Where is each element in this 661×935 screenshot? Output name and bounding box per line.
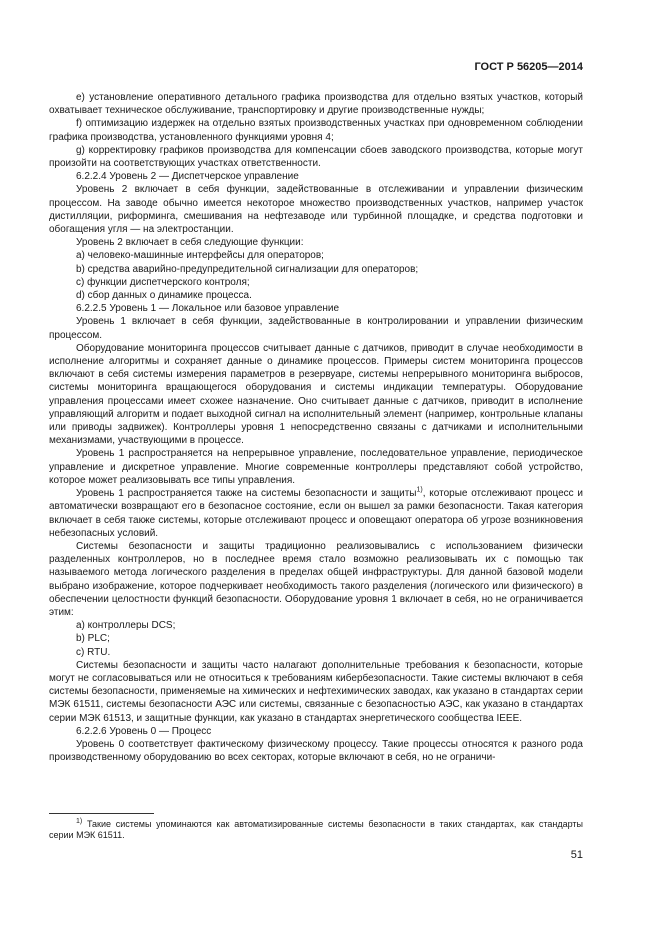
page-number: 51 bbox=[570, 849, 583, 861]
paragraph: Уровень 1 распространяется на непрерывное управление, последовательное управление, периодическое управление и дискретное управление. Многие современные контроллеры представляют собой устройство, которое может реализовывать все типы управления. bbox=[49, 448, 583, 486]
paragraph bbox=[49, 487, 583, 540]
footnote-divider bbox=[49, 813, 154, 814]
list-item-g: g) корректировку графиков производства для компенсации сбоев заводского производства, которые могут произойти на соответствующих участках ответственности. bbox=[49, 144, 583, 170]
paragraph: Системы безопасности и защиты традиционно реализовывались с использованием физически разделенных контроллеров, но в последнее время стало возможно реализовывать их с помощью так называемого метода логического разделения в пределах общей инфраструктуры. Для данной базовой модели выбрано изображение, которое подчеркивает необходимость такого разделения (логического или физического) в обеспечении целостности функций безопасности. Оборудование уровня 1 включает в себя, но не ограничивается этим: bbox=[49, 540, 583, 618]
footnote-mark: 1) bbox=[76, 818, 83, 825]
list-item-d: d) сбор данных о динамике процесса. bbox=[76, 290, 252, 302]
list-item-e: e) установление оперативного детального графика производства для отдельно взятых участков, который охватывает техническое обслуживание, транспортировку и другие производственные нужды; bbox=[49, 92, 583, 117]
list-item-a: a) человеко-машинные интерфейсы для операторов; bbox=[76, 250, 324, 262]
section-heading-6-2-2-4: 6.2.2.4 Уровень 2 — Диспетчерское управление bbox=[76, 171, 299, 183]
document-id-header: ГОСТ Р 56205—2014 bbox=[474, 61, 583, 73]
footnote bbox=[49, 819, 583, 841]
paragraph-text: Уровень 1 распространяется также на системы безопасности и защиты bbox=[76, 488, 417, 500]
paragraph-text: , которые отслеживают процесс и автоматически возвращают его в безопасное состояние, если он вышел за рамки безопасности. Такая категория включает в себя также системы, которые отслеживают процесс и оповещают оператора об угрозе возникновения небезопасных условий. bbox=[49, 488, 583, 539]
list-item-b: b) средства аварийно-предупредительной сигнализации для операторов; bbox=[76, 263, 419, 275]
main-text bbox=[49, 91, 583, 764]
section-heading-6-2-2-5: 6.2.2.5 Уровень 1 — Локальное или базовое управление bbox=[76, 303, 340, 315]
section-heading-6-2-2-6: 6.2.2.6 Уровень 0 — Процесс bbox=[76, 725, 212, 737]
paragraph: Уровень 2 включает в себя функции, задействованные в отслеживании и управлении физическим процессом. На заводе обычно имеется некоторое множество производственных участков, например участок дистилляции, риформинга, смешивания на нефтезаводе или турбинной площадке, и средства подготовки и обогащения угля — на электростанции. bbox=[49, 184, 583, 236]
list-item-b: b) PLC; bbox=[76, 633, 110, 645]
list-item-a: a) контроллеры DCS; bbox=[76, 620, 176, 632]
footnote-reference: 1) bbox=[416, 486, 423, 494]
list-item-f: f) оптимизацию издержек на отдельно взятых производственных участках при одновременном соблюдении графика производства, установленного функциями уровня 4; bbox=[49, 118, 583, 143]
paragraph: Системы безопасности и защиты часто налагают дополнительные требования к безопасности, которые могут не согласовываться или не относиться к требованиям кибербезопасности. Такие системы включают в себя системы безопасности, применяемые на химических и нефтехимических заводах, как указано в стандартах серии МЭК 61511, системы безопасности АЭС или системы, связанные с безопасностью АЭС, как указано в стандартах серии МЭК 61513, и защитные функции, как указано в стандартах энергетического сообщества IEEE. bbox=[49, 659, 583, 724]
paragraph: Уровень 2 включает в себя следующие функции: bbox=[76, 237, 304, 249]
footnote-text: Такие системы упоминаются как автоматизированные системы безопасности в таких стандартах, как стандарты серии МЭК 61511. bbox=[49, 819, 583, 840]
list-item-c: c) RTU. bbox=[76, 646, 111, 658]
paragraph: Уровень 0 соответствует фактическому физическому процессу. Такие процессы относятся к разного рода производственному оборудованию во всех секторах, которые включают в себя, но не ограничи- bbox=[49, 738, 583, 764]
list-item-c: c) функции диспетчерского контроля; bbox=[76, 276, 250, 288]
paragraph: Уровень 1 включает в себя функции, задействованные в контролировании и управлении физическим процессом. bbox=[49, 316, 583, 341]
paragraph: Оборудование мониторинга процессов считывает данные с датчиков, приводит в случае необходимости в исполнение алгоритмы и сохраняет данные о динамике процессов. Примеры систем мониторинга процессов включают в себя системы измерения параметров в резервуаре, системы непрерывного мониторинга выбросов, системы мониторинга вращающегося оборудования и системы индикации температуры. Оборудование управления процессами имеет схожее назначение. Оно считывает данные с датчиков, приводит в исполнение управляющий алгоритм и подает выходной сигнал на исполнительный элемент (например, контрольные клапаны или приводы задвижек). Контроллеры уровня 1 непосредственно связаны с датчиками и исполнительными механизмами, участвующими в процессе. bbox=[49, 342, 583, 447]
